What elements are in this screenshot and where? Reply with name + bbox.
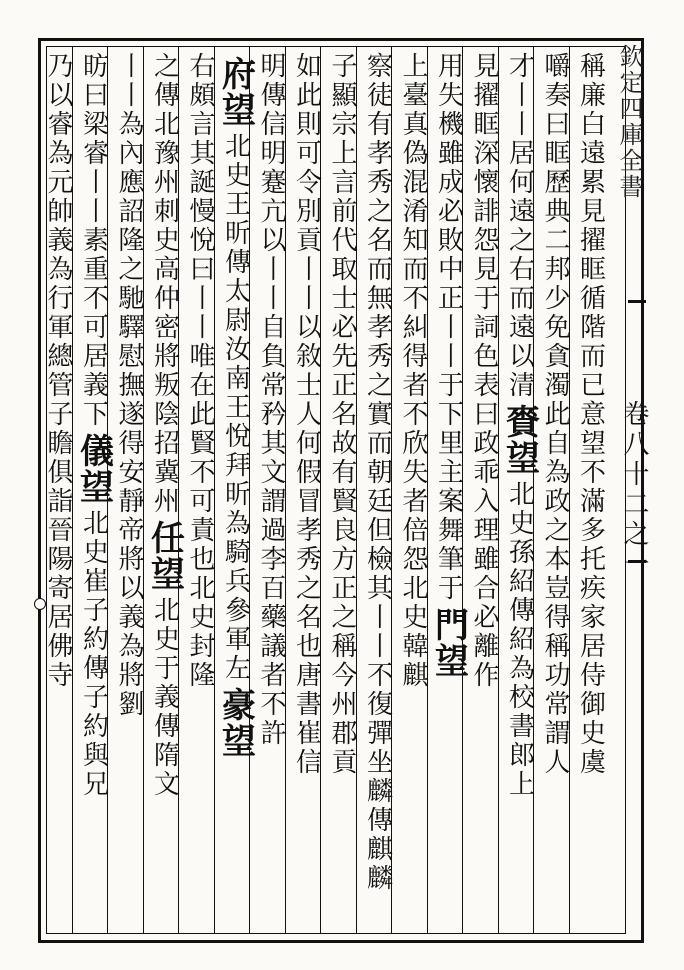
- juan-number: 卷八十二之一: [619, 400, 649, 580]
- column-text: 右頗言其誕慢悅曰丨丨唯在此賢不可責也: [185, 52, 215, 574]
- column-text: 乃以睿為元帥義為行軍總管: [43, 52, 73, 400]
- fish-tail-mark-lower: [628, 560, 646, 563]
- column-text: 昉曰梁睿丨丨素重不可居義下: [78, 52, 109, 429]
- entry-heading: 豪望: [215, 687, 256, 759]
- column-text: 北史韓麒: [398, 574, 428, 690]
- column-text: 上臺真偽混淆知而不糾得者不欣失者倍怨: [398, 52, 428, 574]
- column-text: 北史王昕傳太尉汝南王悅拜昕為騎兵參軍左: [220, 132, 251, 683]
- entry-heading: 儀望: [73, 433, 114, 505]
- column-text: 北史封隆: [185, 574, 215, 690]
- entry-heading: 門望: [428, 607, 469, 679]
- text-column: [37, 52, 79, 932]
- column-text: 如此則可令別貢丨丨以敘士人何假冒孝秀之名也唐書崔信: [291, 52, 322, 777]
- column-text: 明傳信明蹇亢以丨丨自負常矜其文謂過李百藥議者不許: [256, 52, 286, 748]
- entry-heading: 任望: [144, 520, 185, 592]
- column-text: 北史崔子約傳子約與兄: [78, 509, 109, 799]
- column-text: 嚼奏曰眶歷典二邦少免貪濁此自為政之本豈得稱功常謂人: [540, 52, 570, 777]
- column-text: 之傳北豫州刺史高仲密將叛陰招冀州: [149, 52, 180, 516]
- column-text: 帝將以義為將劉: [114, 516, 144, 719]
- column-text: 察徒有孝秀之名而無孝秀之實而朝廷但檢其丨丨不復彈坐: [362, 52, 393, 777]
- entry-heading: 賚望: [499, 404, 540, 476]
- column-text: 麟傳麒麟: [362, 777, 393, 893]
- column-text: 北史于義傳隋文: [149, 596, 180, 799]
- entry-heading: 府望: [215, 56, 256, 128]
- column-text: 稱廉白遠累見擢眶循階而已意望不滿多托疾家居侍御史虞: [575, 52, 606, 777]
- column-text: 才丨丨居何遠之右而遠以清: [504, 52, 535, 400]
- book-title: 欽定四庫全書: [615, 44, 643, 200]
- column-text: 子顯宗上言前代取士必先正名故有賢良方正之稱今州郡貢: [327, 52, 357, 777]
- column-text: 見擢眶深懷誹怨見于詞色: [469, 52, 499, 371]
- fish-tail-mark: [628, 300, 646, 319]
- column-text: 子瞻俱詣晉陽寄居佛寺: [43, 400, 73, 690]
- column-text: 用失機雖成必敗中正丨丨于下里主案舞筆于: [433, 52, 464, 603]
- column-text: 北史孫紹傳紹為校書郎上: [504, 480, 535, 799]
- column-text: 表曰政乖入理雖合必離作: [469, 371, 499, 690]
- column-text: 丨丨為內應詔隆之馳驛慰撫遂得安靜: [114, 52, 144, 516]
